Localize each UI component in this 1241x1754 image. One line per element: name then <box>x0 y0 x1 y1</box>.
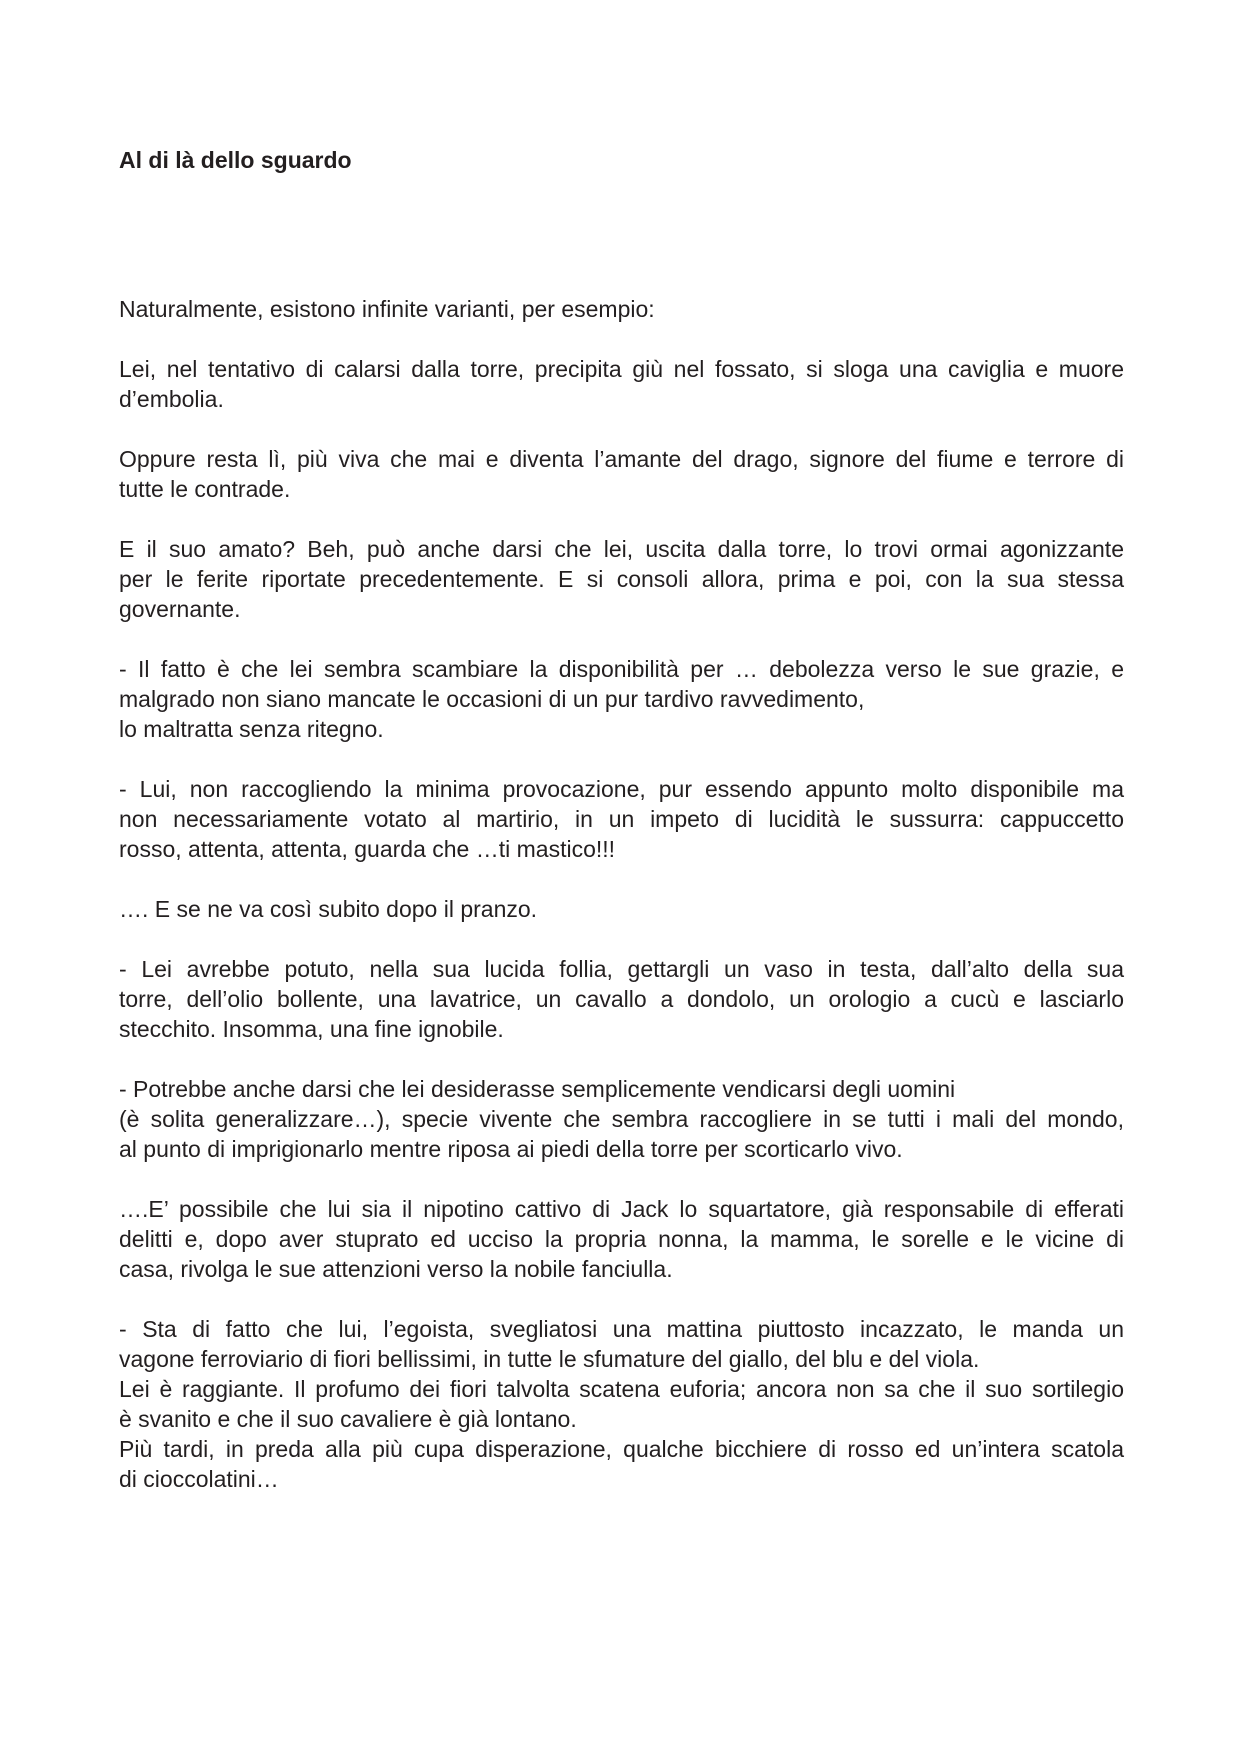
text-line: casa, rivolga le sue attenzioni verso la nobile fanciulla. <box>119 1256 673 1282</box>
text-line: (è solita generalizzare…), specie vivente che sembra raccogliere in se tutti i mali del mondo, <box>119 1106 1124 1132</box>
text-line: - Lei avrebbe potuto, nella sua lucida follia, gettargli un vaso in testa, dall’alto della sua <box>119 956 1124 982</box>
text-line: governante. <box>119 596 241 622</box>
text-line: non necessariamente votato al martirio, in un impeto di lucidità le sussurra: cappuccetto <box>119 806 1124 832</box>
text-line: - Sta di fatto che lui, l’egoista, svegliatosi una mattina piuttosto incazzato, le manda un <box>119 1316 1124 1342</box>
text-line: - Lui, non raccogliendo la minima provocazione, pur essendo appunto molto disponibile ma <box>119 776 1124 802</box>
paragraph <box>119 654 1124 744</box>
text-line: al punto di imprigionarlo mentre riposa ai piedi della torre per scorticarlo vivo. <box>119 1136 903 1162</box>
text-line: Lei, nel tentativo di calarsi dalla torre, precipita giù nel fossato, si sloga una caviglia e muore <box>119 356 1124 382</box>
text-line: tutte le contrade. <box>119 476 291 502</box>
text-line: vagone ferroviario di fiori bellissimi, in tutte le sfumature del giallo, del blu e del viola. <box>119 1346 980 1372</box>
text-line: torre, dell’olio bollente, una lavatrice, un cavallo a dondolo, un orologio a cucù e lasciarlo <box>119 986 1124 1012</box>
text-line: E il suo amato? Beh, può anche darsi che lei, uscita dalla torre, lo trovi ormai agonizzante <box>119 536 1124 562</box>
paragraph <box>119 444 1124 504</box>
text-line: è svanito e che il suo cavaliere è già lontano. <box>119 1406 577 1432</box>
paragraph <box>119 354 1124 414</box>
text-line: lo maltratta senza ritegno. <box>119 716 384 742</box>
text-line: di cioccolatini… <box>119 1466 279 1492</box>
text-line: malgrado non siano mancate le occasioni di un pur tardivo ravvedimento, <box>119 686 865 712</box>
paragraph <box>119 1314 1124 1494</box>
text-line: stecchito. Insomma, una fine ignobile. <box>119 1016 504 1042</box>
text-line: delitti e, dopo aver stuprato ed ucciso la propria nonna, la mamma, le sorelle e le vicine di <box>119 1226 1124 1252</box>
text-line: Lei è raggiante. Il profumo dei fiori talvolta scatena euforia; ancora non sa che il suo sortilegio <box>119 1376 1124 1402</box>
paragraph <box>119 1074 1124 1164</box>
paragraph <box>119 1194 1124 1284</box>
text-line: - Il fatto è che lei sembra scambiare la disponibilità per … debolezza verso le sue grazie, e <box>119 656 1124 682</box>
paragraph <box>119 954 1124 1044</box>
paragraph <box>119 894 1124 924</box>
text-line: rosso, attenta, attenta, guarda che …ti mastico!!! <box>119 836 616 862</box>
text-line: Oppure resta lì, più viva che mai e diventa l’amante del drago, signore del fiume e terrore di <box>119 446 1124 472</box>
text-line: Più tardi, in preda alla più cupa disperazione, qualche bicchiere di rosso ed un’intera scatola <box>119 1436 1124 1462</box>
document-title: Al di là dello sguardo <box>119 147 352 173</box>
text-line: d’embolia. <box>119 386 224 412</box>
paragraph <box>119 774 1124 864</box>
text-line: per le ferite riportate precedentemente. E si consoli allora, prima e poi, con la sua stessa <box>119 566 1124 592</box>
text-line: Naturalmente, esistono infinite varianti, per esempio: <box>119 296 655 322</box>
text-line: ….E’ possibile che lui sia il nipotino cattivo di Jack lo squartatore, già responsabile di efferati <box>119 1196 1124 1222</box>
text-line: …. E se ne va così subito dopo il pranzo. <box>119 896 538 922</box>
paragraph <box>119 534 1124 624</box>
text-line: - Potrebbe anche darsi che lei desiderasse semplicemente vendicarsi degli uomini <box>119 1076 956 1102</box>
paragraph <box>119 294 1124 324</box>
document-body <box>119 294 1124 1524</box>
